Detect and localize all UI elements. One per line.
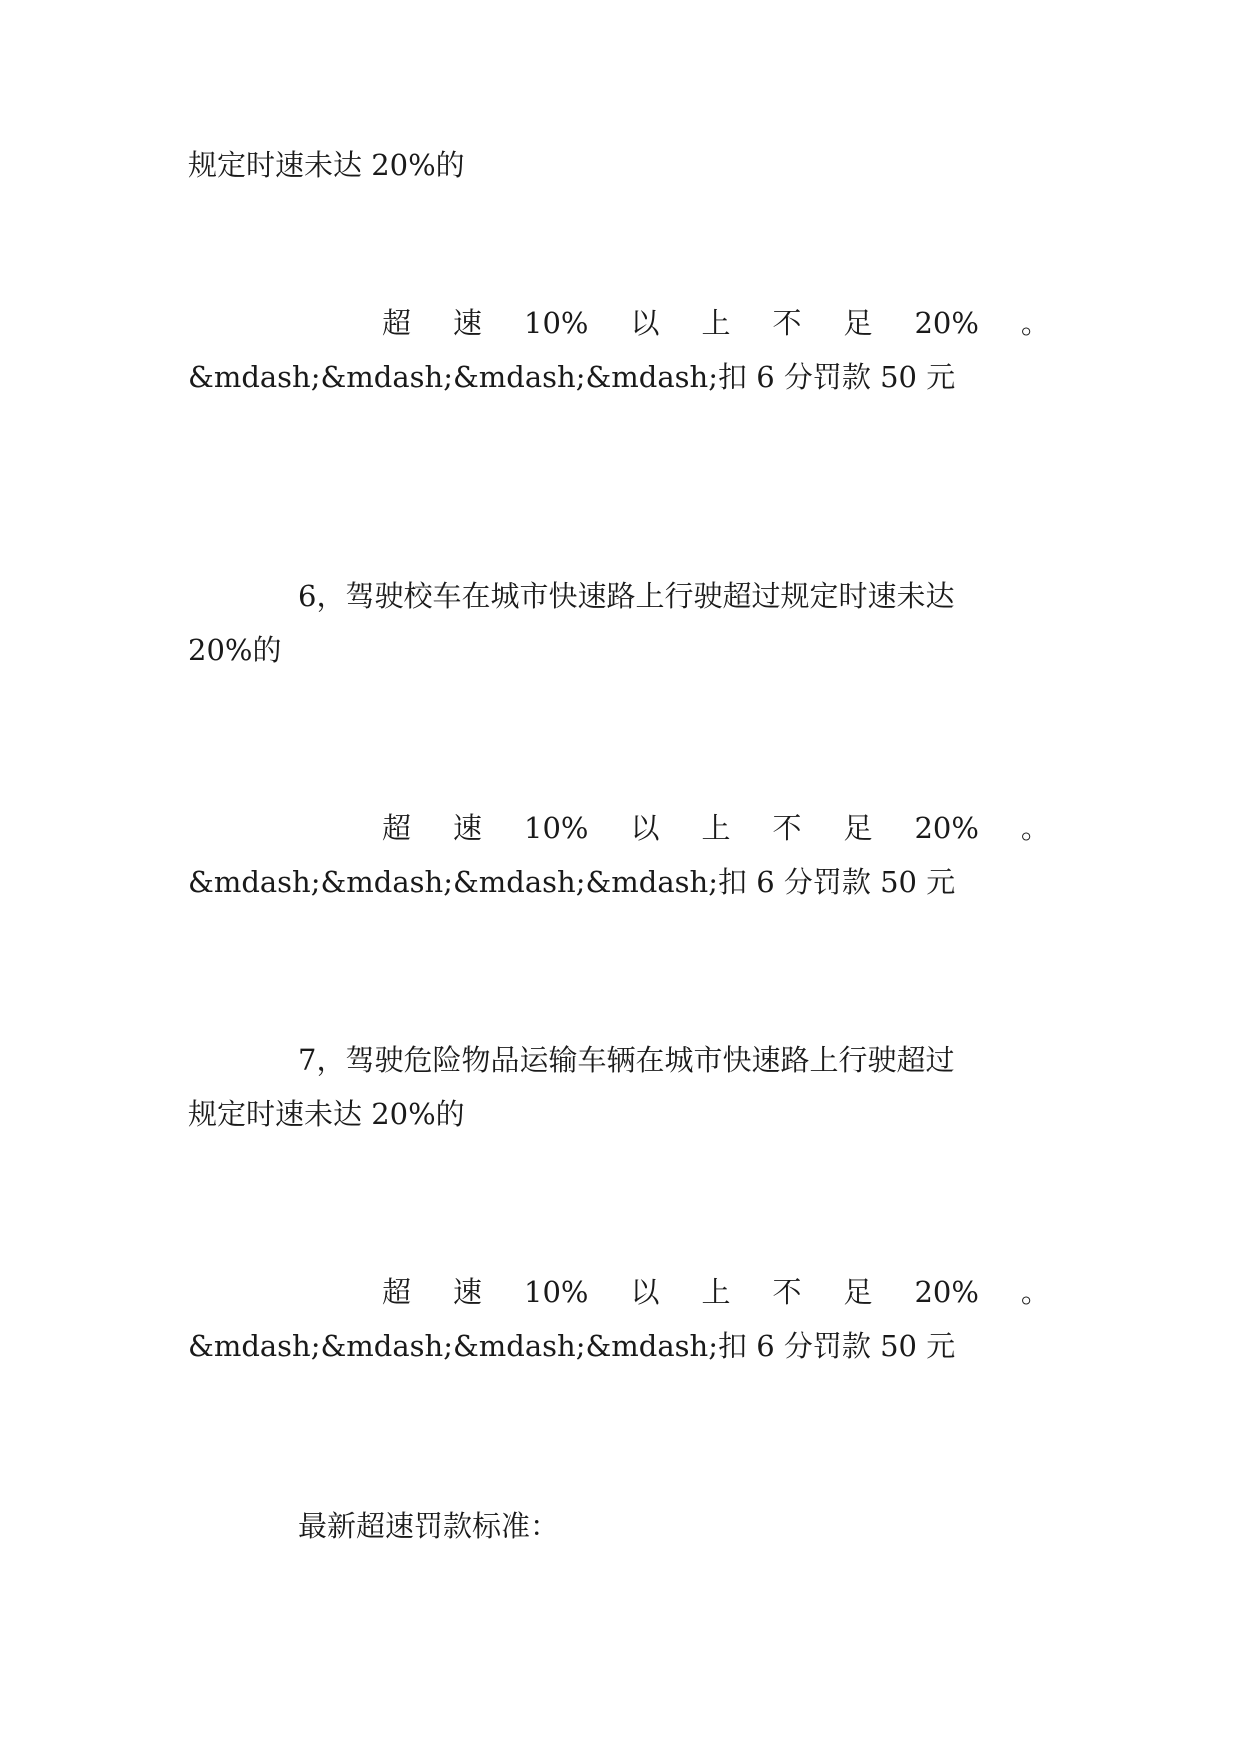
token: 10% [524, 306, 589, 340]
token: 上 [701, 811, 731, 845]
token: 以 [630, 306, 660, 340]
token: 足 [843, 306, 873, 340]
item-7-continuation: 规定时速未达 20%的 [188, 1097, 465, 1131]
token: 20% [914, 811, 979, 845]
token: 。 [1020, 1275, 1050, 1309]
token: 不 [772, 811, 802, 845]
token: 。 [1020, 306, 1050, 340]
token: 以 [630, 811, 660, 845]
token: 速 [453, 1275, 483, 1309]
item-7-text: 7，驾驶危险物品运输车辆在城市快速路上行驶超过 [298, 1043, 955, 1077]
item-6-text: 6，驾驶校车在城市快速路上行驶超过规定时速未达 [298, 579, 955, 613]
speeding-range-line [382, 303, 1050, 343]
penalty-line: &mdash;&mdash;&mdash;&mdash;扣 6 分罚款 50 元 [188, 865, 956, 899]
token: 上 [701, 1275, 731, 1309]
token: 超 [382, 306, 412, 340]
token: 超 [382, 1275, 412, 1309]
token: 速 [453, 306, 483, 340]
token: 20% [914, 306, 979, 340]
token: 10% [524, 811, 589, 845]
penalty-line: &mdash;&mdash;&mdash;&mdash;扣 6 分罚款 50 元 [188, 1329, 956, 1363]
token: 足 [843, 811, 873, 845]
token: 。 [1020, 811, 1050, 845]
token: 以 [630, 1275, 660, 1309]
token: 足 [843, 1275, 873, 1309]
speeding-range-line [382, 1272, 1050, 1312]
token: 不 [772, 1275, 802, 1309]
item-6-continuation: 20%的 [188, 633, 282, 667]
token: 速 [453, 811, 483, 845]
section-heading: 最新超速罚款标准： [298, 1509, 560, 1543]
paragraph-text: 规定时速未达 20%的 [188, 148, 465, 182]
penalty-line: &mdash;&mdash;&mdash;&mdash;扣 6 分罚款 50 元 [188, 360, 956, 394]
token: 超 [382, 811, 412, 845]
token: 10% [524, 1275, 589, 1309]
token: 不 [772, 306, 802, 340]
token: 20% [914, 1275, 979, 1309]
token: 上 [701, 306, 731, 340]
speeding-range-line [382, 808, 1050, 848]
